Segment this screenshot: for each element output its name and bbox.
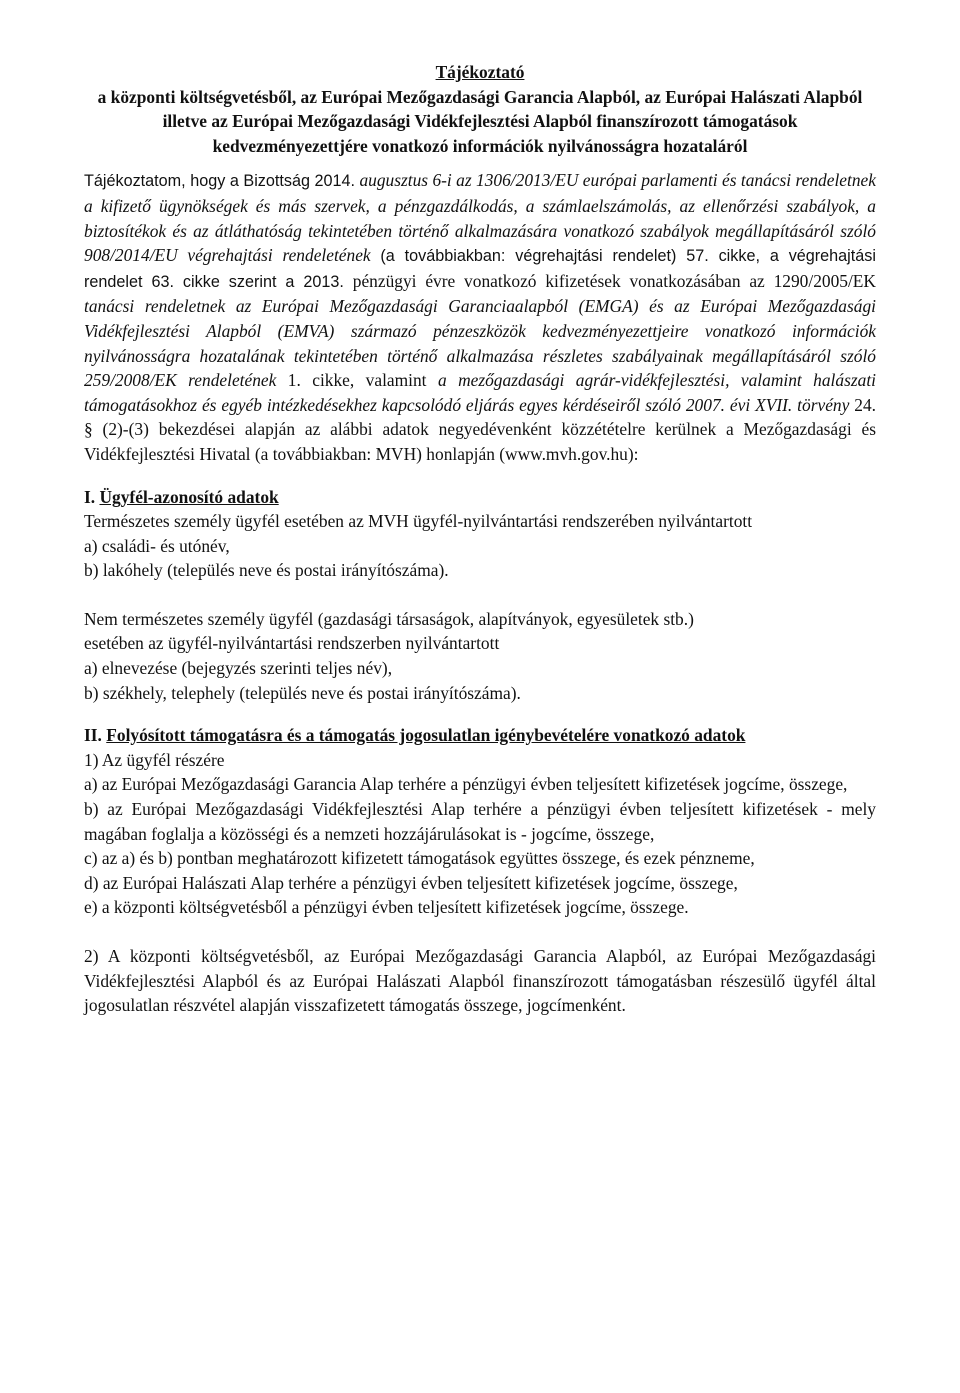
section-2-item-a: a) az Európai Mezőgazdasági Garancia Alap terhére a pénzügyi évben teljesített kifizetések jogcíme, összege, xyxy=(84,774,848,795)
intro-lead: Tájékoztatom, hogy a Bizottság 2014. xyxy=(84,172,356,191)
section-1-title: Ügyfél-azonosító adatok xyxy=(99,486,279,507)
section-2-item-b: b) az Európai Mezőgazdasági Vidékfejlesztési Alap terhére a pénzügyi évben teljesített kifizetések - mely magában foglalja a közösségi és a nemzeti hozzájárulásokat is - jogcíme, összege, xyxy=(84,799,876,844)
natural-person-item: b) lakóhely (település neve és postai irányítószáma). xyxy=(84,560,449,581)
intro-regulation-1: augusztus 6-i az 1306/2013/EU európai parlamenti és tanácsi rendeletnek a kifizető ügynökségek és más szervek, a pénzgazdálkodás, a számlaelszámolás, az ellenőrzési szabályok, a biztosítékok és az átláthatóság tekintetében történő alkalmazására vonatkozó szabályok megállapításáról szóló 908/2014/EU végrehajtási rendeletének xyxy=(84,170,876,266)
legal-person-intro-cont: esetében az ügyfél-nyilvántartási rendszerben nyilvántartott xyxy=(84,633,500,654)
natural-person-item: a) családi- és utónév, xyxy=(84,535,230,556)
legal-person-intro: Nem természetes személy ügyfél (gazdasági társaságok, alapítványok, egyesületek stb.) xyxy=(84,608,694,629)
document-page xyxy=(84,60,876,1018)
section-1-number: I. xyxy=(84,486,96,507)
intro-part-2: (a továbbiakban: végrehajtási rendelet) 57. cikke, a végrehajtási rendelet 63. cikke szerint a 2013. xyxy=(84,247,876,291)
section-2-number: II. xyxy=(84,725,102,746)
intro-law: a mezőgazdasági agrár-vidékfejlesztési, valamint halászati támogatásokhoz és egyéb intézkedésekhez kapcsolódó eljárás egyes kérdéseiről szóló 2007. évi XVII. törvény xyxy=(84,370,876,415)
document-subtitle: a központi költségvetésből, az Európai Mezőgazdasági Garancia Alapból, az Európai Halászati Alapból illetve az Európai Mezőgazdasági Vidékfejlesztési Alapból finanszírozott támogatások kedvezményezettjére vonatkozó információk nyilvánosságra hozataláról xyxy=(97,86,863,156)
intro-part-4: 1. cikke, valamint xyxy=(287,370,427,391)
legal-person-item: a) elnevezése (bejegyzés szerinti teljes név), xyxy=(84,658,393,679)
natural-person-intro: Természetes személy ügyfél esetében az MVH ügyfél-nyilvántartási rendszerében nyilvántartott xyxy=(84,511,753,532)
document-header xyxy=(84,60,876,158)
section-2-item-d: d) az Európai Halászati Alap terhére a pénzügyi évben teljesített kifizetések jogcíme, összege, xyxy=(84,872,738,893)
section-2-title: Folyósított támogatásra és a támogatás jogosulatlan igénybevételére vonatkozó adatok xyxy=(106,725,746,746)
section-2-sub-1-label: 1) Az ügyfél részére xyxy=(84,749,225,770)
section-2-sub-2: 2) A központi költségvetésből, az Európai Mezőgazdasági Garancia Alapból, az Európai Mezőgazdasági Vidékfejlesztési Alapból és az Európai Halászati Alapból finanszírozott támogatásban részesülő ügyfél által jogosulatlan részvétel alapján visszafizetett támogatás összege, jogcímenként. xyxy=(84,946,876,1016)
spacer xyxy=(84,920,876,944)
section-2-item-c: c) az a) és b) pontban meghatározott kifizetett támogatások együttes összege, és ezek pénzneme, xyxy=(84,848,755,869)
legal-person-item: b) székhely, telephely (település neve és postai irányítószáma). xyxy=(84,682,521,703)
intro-regulation-2: tanácsi rendeletnek az Európai Mezőgazdasági Garanciaalapból (EMGA) és az Európai Mezőgazdasági Vidékfejlesztési Alapból (EMVA) származó pénzeszközök kedvezményezettjeire vonatkozó információk nyilvánosságra hozatalának tekintetében történő alkalmazása részletes szabályainak megállapításáról szóló 259/2008/EK rendeletének xyxy=(84,296,876,391)
spacer xyxy=(84,583,876,607)
section-1-heading xyxy=(84,485,876,510)
intro-part-3: pénzügyi évre vonatkozó kifizetések vonatkozásában az 1290/2005/EK xyxy=(352,270,876,291)
intro-paragraph xyxy=(84,168,876,466)
section-2-heading xyxy=(84,723,876,748)
document-title: Tájékoztató xyxy=(435,62,525,82)
section-2-item-e: e) a központi költségvetésből a pénzügyi évben teljesített kifizetések jogcíme, összege. xyxy=(84,897,689,918)
intro-part-5: 24. § (2)-(3) bekezdései alapján az alábbi adatok negyedévenként közzétételre kerülnek a Mezőgazdasági és Vidékfejlesztési Hivatal (a továbbiakban: MVH) honlapján (www.mvh.gov.hu): xyxy=(84,394,876,464)
